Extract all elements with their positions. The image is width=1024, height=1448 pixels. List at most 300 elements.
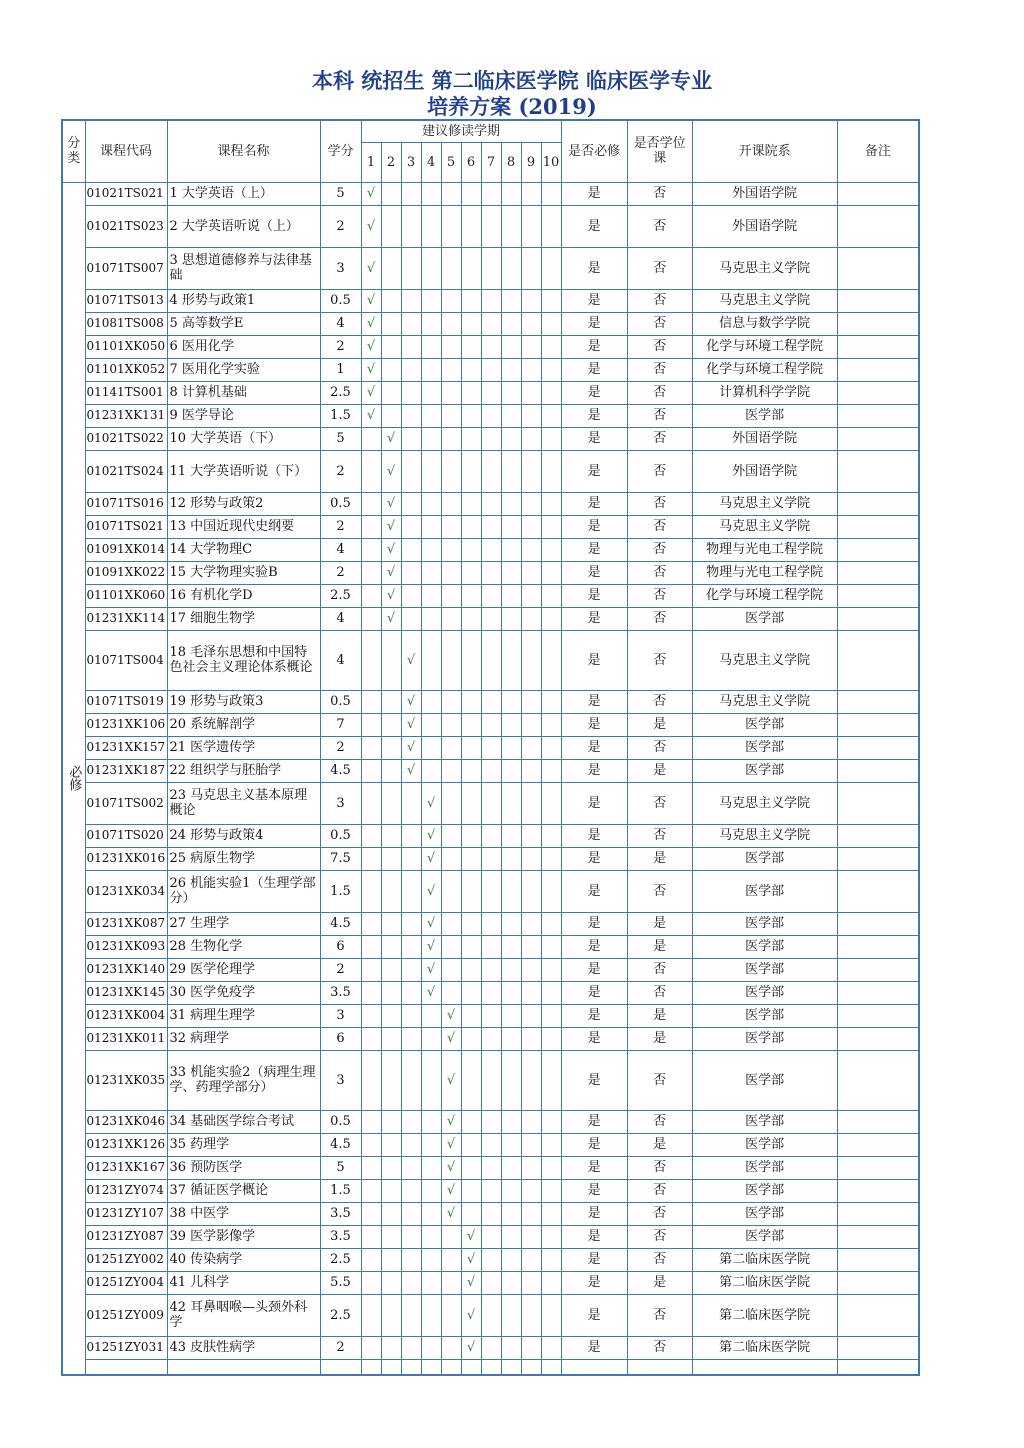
semester-6-cell (461, 1004, 481, 1027)
degree-cell: 否 (627, 1179, 692, 1202)
semester-2-cell (381, 713, 401, 736)
course-credit: 3.5 (320, 1202, 361, 1225)
semester-8-cell (501, 247, 521, 289)
department-cell: 外国语学院 (692, 450, 837, 492)
remark-cell (837, 847, 919, 870)
semester-5-cell (441, 584, 461, 607)
semester-1-cell (361, 205, 381, 247)
semester-6-cell (461, 1336, 481, 1359)
course-credit: 5 (320, 1156, 361, 1179)
course-code: 01101XK052 (85, 358, 167, 381)
semester-6-cell (461, 1202, 481, 1225)
course-credit: 4.5 (320, 1133, 361, 1156)
semester-2-cell (381, 1004, 401, 1027)
semester-8-cell (501, 1359, 521, 1375)
semester-3-cell (401, 912, 421, 935)
course-name: 23 马克思主义基本原理概论 (167, 782, 320, 824)
remark-cell (837, 538, 919, 561)
semester-7-cell (481, 450, 501, 492)
remark-cell (837, 1294, 919, 1336)
header-semester-4: 4 (421, 142, 441, 182)
semester-9-cell (521, 1225, 541, 1248)
semester-5-cell (441, 427, 461, 450)
check-mark-icon: √ (466, 1340, 476, 1355)
semester-7-cell (481, 247, 501, 289)
course-credit: 5 (320, 427, 361, 450)
semester-4-cell (421, 1110, 441, 1133)
course-credit: 0.5 (320, 289, 361, 312)
course-name: 5 高等数学E (167, 312, 320, 335)
semester-6-cell (461, 759, 481, 782)
semester-10-cell (541, 1359, 561, 1375)
semester-5-cell (441, 630, 461, 690)
semester-9-cell (521, 312, 541, 335)
semester-4-cell (421, 1336, 441, 1359)
semester-8-cell (501, 690, 521, 713)
semester-5-cell (441, 1004, 461, 1027)
remark-cell (837, 1179, 919, 1202)
header-remark: 备注 (837, 120, 919, 182)
semester-7-cell (481, 1050, 501, 1110)
remark-cell (837, 335, 919, 358)
semester-8-cell (501, 1050, 521, 1110)
semester-3-cell (401, 958, 421, 981)
header-required: 是否必修 (561, 120, 627, 182)
semester-10-cell (541, 381, 561, 404)
check-mark-icon: √ (406, 694, 416, 709)
semester-3-cell (401, 404, 421, 427)
remark-cell (837, 1336, 919, 1359)
semester-7-cell (481, 736, 501, 759)
table-row (62, 358, 919, 381)
department-cell (692, 1359, 837, 1375)
semester-4-cell (421, 1359, 441, 1375)
course-credit: 3 (320, 782, 361, 824)
check-mark-icon: √ (446, 1072, 456, 1088)
department-cell: 外国语学院 (692, 182, 837, 205)
table-row (62, 205, 919, 247)
semester-2-cell (381, 312, 401, 335)
semester-1-cell (361, 1359, 381, 1375)
course-name: 37 循证医学概论 (167, 1179, 320, 1202)
semester-8-cell (501, 1179, 521, 1202)
header-name: 课程名称 (167, 120, 320, 182)
course-credit: 0.5 (320, 690, 361, 713)
remark-cell (837, 1202, 919, 1225)
semester-3-cell (401, 1050, 421, 1110)
course-credit: 2 (320, 515, 361, 538)
course-credit: 3.5 (320, 1225, 361, 1248)
required-cell: 是 (561, 538, 627, 561)
remark-cell (837, 584, 919, 607)
remark-cell (837, 630, 919, 690)
department-cell: 马克思主义学院 (692, 782, 837, 824)
degree-cell: 否 (627, 1248, 692, 1271)
semester-2-cell (381, 561, 401, 584)
course-name: 32 病理学 (167, 1027, 320, 1050)
course-credit: 4 (320, 312, 361, 335)
course-credit: 6 (320, 935, 361, 958)
semester-10-cell (541, 427, 561, 450)
remark-cell (837, 312, 919, 335)
semester-5-cell (441, 1336, 461, 1359)
course-credit: 2.5 (320, 584, 361, 607)
semester-8-cell (501, 630, 521, 690)
semester-9-cell (521, 981, 541, 1004)
semester-7-cell (481, 782, 501, 824)
semester-4-cell (421, 870, 441, 912)
required-cell: 是 (561, 1133, 627, 1156)
semester-3-cell (401, 492, 421, 515)
semester-1-cell (361, 247, 381, 289)
semester-9-cell (521, 1027, 541, 1050)
check-mark-icon: √ (366, 293, 376, 308)
course-code: 01091XK022 (85, 561, 167, 584)
remark-cell (837, 182, 919, 205)
semester-1-cell (361, 690, 381, 713)
department-cell: 第二临床医学院 (692, 1248, 837, 1271)
check-mark-icon: √ (446, 1137, 456, 1152)
header-degree: 是否学位课 (627, 120, 692, 182)
semester-4-cell (421, 561, 441, 584)
course-credit (320, 1359, 361, 1375)
semester-10-cell (541, 736, 561, 759)
semester-7-cell (481, 759, 501, 782)
semester-5-cell (441, 381, 461, 404)
semester-3-cell (401, 713, 421, 736)
semester-10-cell (541, 515, 561, 538)
semester-7-cell (481, 1110, 501, 1133)
course-name: 16 有机化学D (167, 584, 320, 607)
required-cell: 是 (561, 847, 627, 870)
check-mark-icon: √ (406, 740, 416, 755)
degree-cell: 否 (627, 607, 692, 630)
degree-cell: 否 (627, 1156, 692, 1179)
semester-2-cell (381, 289, 401, 312)
semester-1-cell (361, 759, 381, 782)
course-name: 28 生物化学 (167, 935, 320, 958)
course-code: 01071TS016 (85, 492, 167, 515)
degree-cell: 否 (627, 335, 692, 358)
semester-9-cell (521, 584, 541, 607)
semester-4-cell (421, 782, 441, 824)
course-name: 15 大学物理实验B (167, 561, 320, 584)
check-mark-icon: √ (406, 717, 416, 732)
header-semester-9: 9 (521, 142, 541, 182)
semester-10-cell (541, 1027, 561, 1050)
semester-10-cell (541, 1294, 561, 1336)
remark-cell (837, 1133, 919, 1156)
semester-2-cell (381, 404, 401, 427)
required-cell: 是 (561, 358, 627, 381)
table-row (62, 515, 919, 538)
semester-8-cell (501, 515, 521, 538)
semester-4-cell (421, 607, 441, 630)
department-cell: 医学部 (692, 1156, 837, 1179)
remark-cell (837, 381, 919, 404)
semester-9-cell (521, 1133, 541, 1156)
required-cell: 是 (561, 1294, 627, 1336)
degree-cell: 否 (627, 630, 692, 690)
remark-cell (837, 515, 919, 538)
course-code: 01231XK093 (85, 935, 167, 958)
semester-10-cell (541, 1133, 561, 1156)
semester-1-cell (361, 404, 381, 427)
remark-cell (837, 561, 919, 584)
semester-3-cell (401, 205, 421, 247)
semester-3-cell (401, 1336, 421, 1359)
semester-9-cell (521, 870, 541, 912)
semester-6-cell (461, 561, 481, 584)
course-code: 01231XK167 (85, 1156, 167, 1179)
semester-8-cell (501, 1336, 521, 1359)
required-cell: 是 (561, 981, 627, 1004)
check-mark-icon: √ (446, 1183, 456, 1198)
semester-9-cell (521, 690, 541, 713)
semester-3-cell (401, 870, 421, 912)
degree-cell: 否 (627, 561, 692, 584)
table-row (62, 1156, 919, 1179)
required-cell: 是 (561, 870, 627, 912)
course-code (85, 1359, 167, 1375)
course-code: 01251ZY004 (85, 1271, 167, 1294)
required-cell: 是 (561, 713, 627, 736)
semester-5-cell (441, 824, 461, 847)
course-name: 14 大学物理C (167, 538, 320, 561)
semester-7-cell (481, 335, 501, 358)
course-code: 01071TS013 (85, 289, 167, 312)
check-mark-icon: √ (466, 1229, 476, 1244)
check-mark-icon: √ (386, 431, 396, 446)
table-row (62, 335, 919, 358)
semester-2-cell (381, 1336, 401, 1359)
semester-3-cell (401, 538, 421, 561)
table-row (62, 782, 919, 824)
course-credit: 6 (320, 1027, 361, 1050)
semester-4-cell (421, 538, 441, 561)
degree-cell: 否 (627, 958, 692, 981)
check-mark-icon: √ (426, 985, 436, 1000)
semester-3-cell (401, 630, 421, 690)
semester-9-cell (521, 381, 541, 404)
degree-cell: 是 (627, 847, 692, 870)
semester-7-cell (481, 607, 501, 630)
department-cell: 医学部 (692, 607, 837, 630)
degree-cell: 否 (627, 450, 692, 492)
semester-3-cell (401, 607, 421, 630)
course-credit: 1.5 (320, 1179, 361, 1202)
semester-9-cell (521, 713, 541, 736)
semester-5-cell (441, 312, 461, 335)
remark-cell (837, 404, 919, 427)
semester-8-cell (501, 1156, 521, 1179)
semester-2-cell (381, 1271, 401, 1294)
semester-10-cell (541, 247, 561, 289)
semester-1-cell (361, 630, 381, 690)
required-cell: 是 (561, 1110, 627, 1133)
semester-9-cell (521, 289, 541, 312)
required-cell: 是 (561, 205, 627, 247)
semester-1-cell (361, 335, 381, 358)
course-code: 01071TS004 (85, 630, 167, 690)
semester-4-cell (421, 713, 441, 736)
course-name: 12 形势与政策2 (167, 492, 320, 515)
course-name: 7 医用化学实验 (167, 358, 320, 381)
semester-4-cell (421, 358, 441, 381)
semester-6-cell (461, 1156, 481, 1179)
semester-4-cell (421, 381, 441, 404)
semester-10-cell (541, 335, 561, 358)
course-code: 01091XK014 (85, 538, 167, 561)
remark-cell (837, 1110, 919, 1133)
semester-4-cell (421, 1225, 441, 1248)
department-cell: 医学部 (692, 981, 837, 1004)
semester-9-cell (521, 1336, 541, 1359)
course-credit: 2 (320, 335, 361, 358)
semester-9-cell (521, 404, 541, 427)
semester-8-cell (501, 759, 521, 782)
semester-7-cell (481, 381, 501, 404)
check-mark-icon: √ (466, 1307, 476, 1323)
semester-8-cell (501, 713, 521, 736)
semester-3-cell (401, 335, 421, 358)
degree-cell: 否 (627, 205, 692, 247)
semester-5-cell (441, 1156, 461, 1179)
course-credit: 2 (320, 450, 361, 492)
semester-5-cell (441, 607, 461, 630)
table-row (62, 538, 919, 561)
course-code: 01251ZY002 (85, 1248, 167, 1271)
check-mark-icon: √ (426, 851, 436, 866)
table-row (62, 690, 919, 713)
page-title: 本科 统招生 第二临床医学院 临床医学专业 (312, 68, 712, 93)
semester-9-cell (521, 824, 541, 847)
semester-6-cell (461, 1050, 481, 1110)
table-row (62, 1133, 919, 1156)
semester-2-cell (381, 981, 401, 1004)
check-mark-icon: √ (386, 463, 396, 479)
check-mark-icon: √ (366, 260, 376, 276)
required-cell: 是 (561, 958, 627, 981)
semester-5-cell (441, 205, 461, 247)
department-cell: 医学部 (692, 1050, 837, 1110)
semester-7-cell (481, 289, 501, 312)
semester-3-cell (401, 736, 421, 759)
check-mark-icon: √ (366, 316, 376, 331)
semester-9-cell (521, 736, 541, 759)
check-mark-icon: √ (466, 1275, 476, 1290)
semester-1-cell (361, 1110, 381, 1133)
semester-4-cell (421, 1294, 441, 1336)
course-code: 01231XK106 (85, 713, 167, 736)
remark-cell (837, 1225, 919, 1248)
course-credit: 4 (320, 630, 361, 690)
semester-10-cell (541, 713, 561, 736)
check-mark-icon: √ (406, 763, 416, 778)
semester-4-cell (421, 1027, 441, 1050)
semester-4-cell (421, 182, 441, 205)
semester-6-cell (461, 912, 481, 935)
semester-5-cell (441, 847, 461, 870)
course-name: 4 形势与政策1 (167, 289, 320, 312)
department-cell: 医学部 (692, 847, 837, 870)
course-name: 8 计算机基础 (167, 381, 320, 404)
semester-3-cell (401, 450, 421, 492)
semester-1-cell (361, 381, 381, 404)
department-cell: 医学部 (692, 736, 837, 759)
course-credit: 4 (320, 538, 361, 561)
semester-8-cell (501, 205, 521, 247)
semester-5-cell (441, 759, 461, 782)
table-row (62, 1294, 919, 1336)
semester-9-cell (521, 847, 541, 870)
table-row (62, 1179, 919, 1202)
semester-2-cell (381, 1050, 401, 1110)
semester-7-cell (481, 561, 501, 584)
table-row (62, 713, 919, 736)
department-cell: 计算机科学学院 (692, 381, 837, 404)
course-credit: 3.5 (320, 981, 361, 1004)
check-mark-icon: √ (446, 1160, 456, 1175)
semester-1-cell (361, 1202, 381, 1225)
semester-1-cell (361, 358, 381, 381)
semester-6-cell (461, 1225, 481, 1248)
table-row (62, 912, 919, 935)
semester-6-cell (461, 312, 481, 335)
semester-7-cell (481, 1027, 501, 1050)
semester-6-cell (461, 492, 481, 515)
semester-1-cell (361, 427, 381, 450)
semester-6-cell (461, 847, 481, 870)
semester-9-cell (521, 492, 541, 515)
semester-10-cell (541, 782, 561, 824)
degree-cell: 否 (627, 381, 692, 404)
department-cell: 马克思主义学院 (692, 492, 837, 515)
semester-6-cell (461, 1359, 481, 1375)
semester-9-cell (521, 538, 541, 561)
semester-10-cell (541, 205, 561, 247)
semester-4-cell (421, 690, 441, 713)
semester-8-cell (501, 1248, 521, 1271)
course-name: 39 医学影像学 (167, 1225, 320, 1248)
required-cell: 是 (561, 1202, 627, 1225)
semester-10-cell (541, 958, 561, 981)
semester-5-cell (441, 1248, 461, 1271)
course-code: 01231XK131 (85, 404, 167, 427)
check-mark-icon: √ (386, 542, 396, 557)
semester-3-cell (401, 935, 421, 958)
semester-3-cell (401, 981, 421, 1004)
required-cell: 是 (561, 404, 627, 427)
required-cell: 是 (561, 759, 627, 782)
degree-cell: 是 (627, 912, 692, 935)
required-cell: 是 (561, 630, 627, 690)
semester-9-cell (521, 335, 541, 358)
semester-3-cell (401, 1202, 421, 1225)
table-row (62, 847, 919, 870)
semester-2-cell (381, 538, 401, 561)
table-row (62, 450, 919, 492)
semester-3-cell (401, 1294, 421, 1336)
check-mark-icon: √ (446, 1031, 456, 1046)
semester-6-cell (461, 870, 481, 912)
semester-10-cell (541, 561, 561, 584)
semester-8-cell (501, 584, 521, 607)
semester-4-cell (421, 492, 441, 515)
semester-4-cell (421, 205, 441, 247)
course-credit: 3 (320, 247, 361, 289)
department-cell: 第二临床医学院 (692, 1294, 837, 1336)
